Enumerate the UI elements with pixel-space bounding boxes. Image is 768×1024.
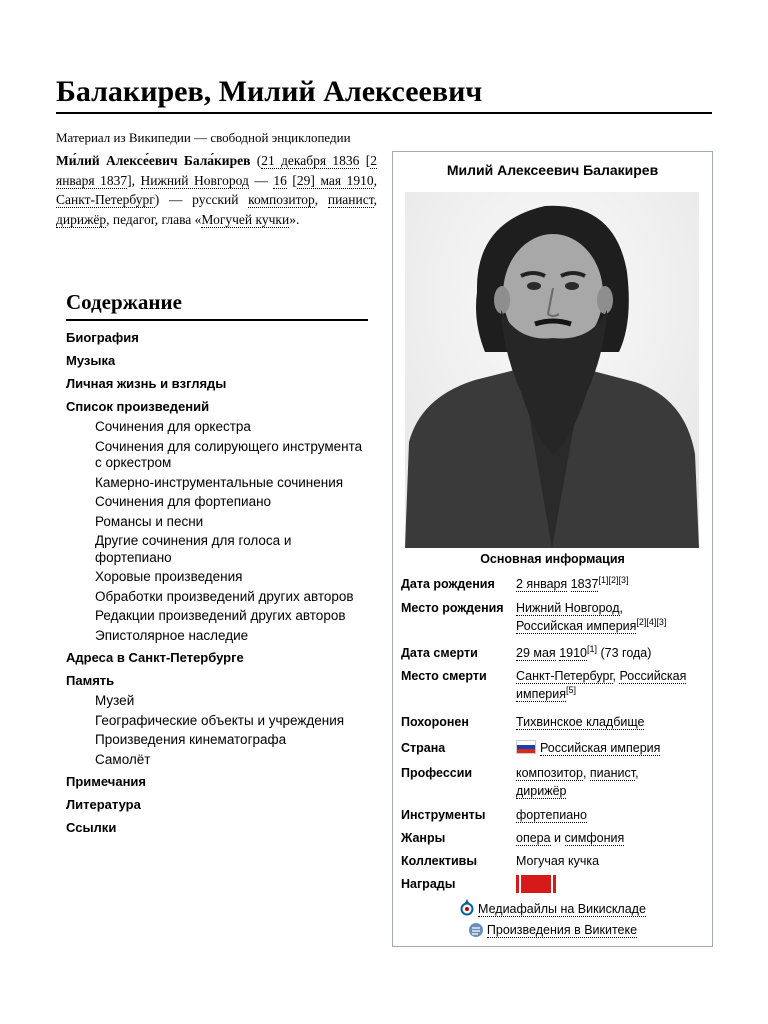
commons-link-row bbox=[393, 899, 712, 918]
toc-subitem[interactable]: Камерно-инструментальные сочинения bbox=[95, 474, 344, 490]
link-death-country-cont[interactable]: империя bbox=[516, 687, 566, 701]
link-prof-pianist[interactable]: пианист bbox=[589, 766, 636, 780]
link-death-new-style[interactable]: 29] мая 1910 bbox=[296, 172, 374, 188]
toc-subitem[interactable]: Сочинения для оркестра bbox=[95, 419, 251, 434]
refs-birth-place[interactable]: [2][4][3] bbox=[636, 616, 667, 627]
link-death-old-style[interactable]: 16 bbox=[273, 172, 287, 188]
wikisource-link-row bbox=[393, 921, 712, 939]
lead-name: Ми́лий Алексе́евич Бала́кирев bbox=[56, 153, 251, 168]
link-birth-country[interactable]: Российская империя bbox=[516, 619, 637, 633]
award-ribbon-icon[interactable] bbox=[516, 875, 556, 893]
toc-subitem[interactable]: Сочинения для солирующего инструмента с оркестром bbox=[95, 438, 363, 470]
toc-section bbox=[66, 398, 368, 644]
wikimedia-commons-icon bbox=[459, 899, 475, 917]
link-mighty-handful[interactable]: Могучей кучки bbox=[201, 211, 290, 227]
toc-subitem[interactable]: Хоровые произведения bbox=[95, 569, 243, 584]
link-commons[interactable]: Медиафайлы на Викискладе bbox=[478, 902, 646, 916]
link-birth-new-style[interactable]: 2 января 1837 bbox=[56, 153, 378, 188]
toc-item[interactable]: Биография bbox=[66, 330, 139, 345]
toc-subitem[interactable]: Эпистолярное наследие bbox=[95, 627, 249, 643]
page-title: Балакирев, Милий Алексеевич bbox=[56, 74, 712, 114]
toc-subitem[interactable]: Другие сочинения для голоса и фортепиано bbox=[95, 533, 292, 565]
lead-paragraph: Ми́лий Алексе́евич Бала́кирев (21 декабря 1836 [2 января 1837], Нижний Новгород — 16 [29] мая 1910, Санкт-Петербург) — русский композитор, пианист, дирижёр, педагог, глава «Могучей кучки». bbox=[56, 153, 378, 227]
toc-section bbox=[66, 773, 368, 791]
link-death-year[interactable]: 1910 bbox=[559, 646, 587, 660]
toc-section bbox=[66, 796, 368, 814]
infobox: Милий Алексеевич Балакирев Основная информация Дата рождения 2 января 1837[1][2][3] Место рождения Нижний Новгород, Российская империя[2][4][3] Дата смерти 29 мая 1910[1] (73 года) Место смерти Санкт-Петербург, Российская империя[5] Похоронен Тихвинское кладбище Страна Российская империя Профессии композитор, пианист, дирижёр Инструменты фортепиано Жанры опера и симфония Коллективы Могучая кучка Награды Медиафайлы на Викискладе Произведения в Викитеке bbox=[392, 151, 713, 947]
link-tikhvin-cemetery[interactable]: Тихвинское кладбище bbox=[516, 715, 645, 729]
infobox-section-title: Основная информация bbox=[480, 552, 625, 566]
toc-subitem[interactable]: Географические объекты и учреждения bbox=[95, 712, 345, 728]
toc-subitem[interactable]: Музей bbox=[95, 693, 135, 708]
toc-section bbox=[66, 375, 368, 393]
toc-subitem[interactable]: Обработки произведений других авторов bbox=[95, 588, 354, 604]
russian-empire-flag-icon bbox=[516, 740, 536, 754]
link-birth-place[interactable]: Нижний Новгород bbox=[140, 172, 249, 188]
link-birth-old-style[interactable]: 21 декабря 1836 bbox=[261, 153, 360, 168]
toc-item[interactable]: Список произведений bbox=[66, 399, 210, 414]
link-death-place[interactable]: Санкт-Петербург bbox=[56, 192, 155, 207]
link-death-country[interactable]: Российская bbox=[619, 669, 687, 683]
refs-death[interactable]: [1] bbox=[587, 643, 598, 654]
toc-section bbox=[66, 819, 368, 837]
toc-item[interactable]: Литература bbox=[66, 797, 141, 812]
toc-item[interactable]: Память bbox=[66, 673, 115, 688]
toc-list bbox=[66, 329, 368, 837]
link-birth-year[interactable]: 1837 bbox=[570, 577, 599, 591]
toc-subitem[interactable]: Редакции произведений других авторов bbox=[95, 608, 346, 623]
link-prof-composer[interactable]: композитор bbox=[516, 766, 583, 780]
link-wikisource[interactable]: Произведения в Викитеке bbox=[486, 923, 638, 937]
link-country[interactable]: Российская империя bbox=[540, 741, 661, 755]
page-tagline: Материал из Википедии — свободной энциклопедии bbox=[56, 130, 351, 145]
refs-birth[interactable]: [1][2][3] bbox=[598, 574, 629, 585]
link-conductor[interactable]: дирижёр bbox=[56, 211, 107, 227]
toc-item[interactable]: Личная жизнь и взгляды bbox=[66, 376, 227, 391]
toc-item[interactable]: Ссылки bbox=[66, 820, 117, 835]
wikisource-icon bbox=[468, 922, 484, 938]
link-birth-city[interactable]: Нижний Новгород bbox=[516, 601, 620, 615]
link-birth-date[interactable]: 2 января bbox=[516, 577, 568, 591]
toc-section bbox=[66, 672, 368, 768]
toc-section bbox=[66, 352, 368, 370]
infobox-title: Милий Алексеевич Балакирев bbox=[446, 162, 659, 178]
toc-item[interactable]: Адреса в Санкт-Петербурге bbox=[66, 650, 244, 665]
toc-item[interactable]: Музыка bbox=[66, 353, 116, 368]
portrait-photo bbox=[405, 192, 699, 548]
link-death-city[interactable]: Санкт-Петербург bbox=[516, 669, 613, 683]
toc-subitem[interactable]: Сочинения для фортепиано bbox=[95, 494, 272, 509]
refs-death-place[interactable]: [5] bbox=[566, 684, 577, 695]
link-pianist[interactable]: пианист bbox=[327, 192, 374, 207]
toc-section bbox=[66, 329, 368, 347]
toc-subitem[interactable]: Произведения кинематографа bbox=[95, 732, 287, 747]
toc-title: Содержание bbox=[66, 288, 368, 321]
link-prof-conductor[interactable]: дирижёр bbox=[516, 784, 567, 798]
toc-subitem[interactable]: Самолёт bbox=[95, 751, 151, 767]
link-piano[interactable]: фортепиано bbox=[516, 808, 588, 822]
link-death-date[interactable]: 29 мая bbox=[516, 646, 556, 660]
toc-section bbox=[66, 649, 368, 667]
link-opera[interactable]: опера bbox=[516, 831, 551, 845]
link-symphony[interactable]: симфония bbox=[564, 831, 625, 845]
link-composer[interactable]: композитор bbox=[248, 192, 315, 207]
toc-subitem[interactable]: Романсы и песни bbox=[95, 513, 204, 529]
toc-item[interactable]: Примечания bbox=[66, 774, 147, 789]
table-of-contents bbox=[66, 288, 368, 842]
